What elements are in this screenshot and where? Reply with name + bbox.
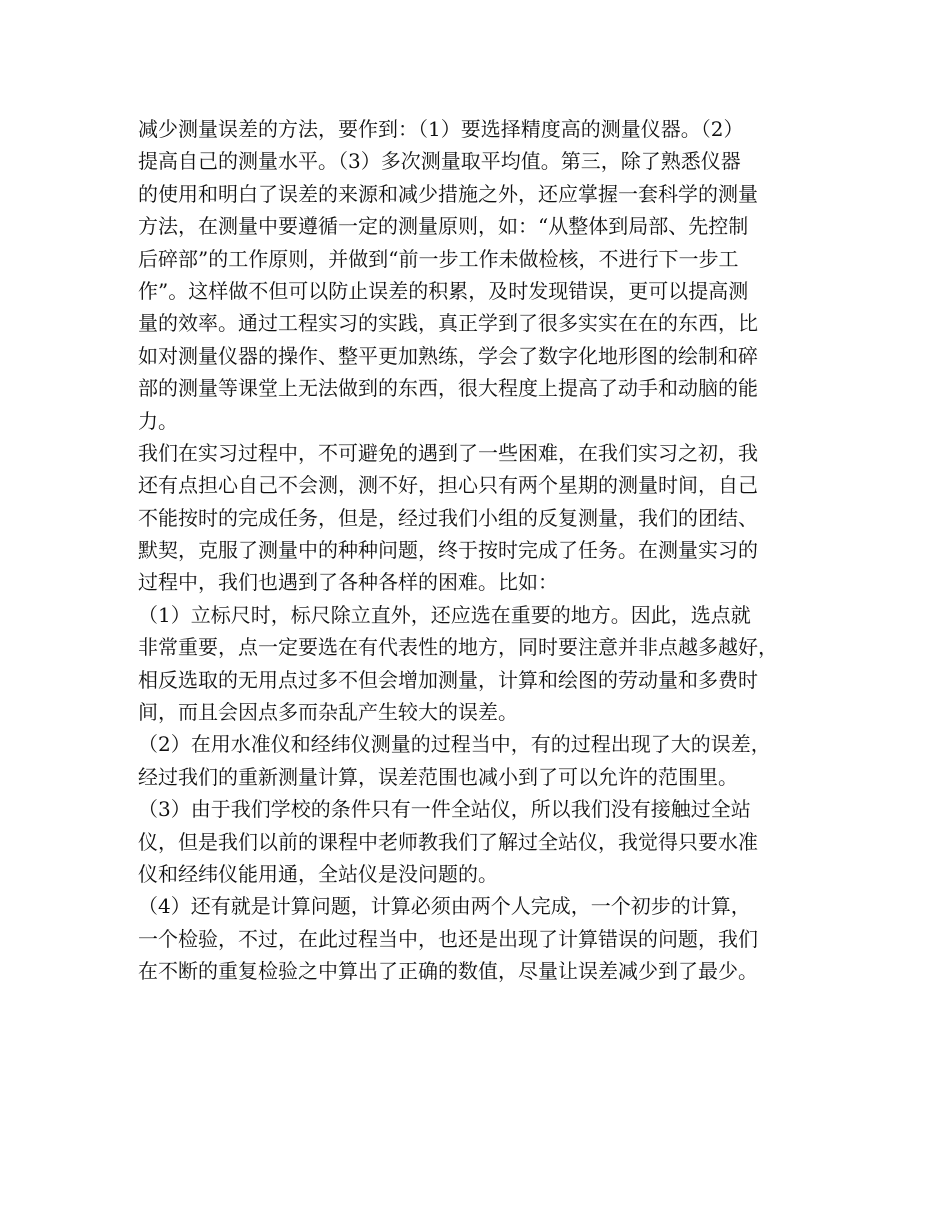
text-line: 部的测量等课堂上无法做到的东西，很大程度上提高了动手和动脑的能 xyxy=(138,376,758,401)
text-line: （4）还有就是计算问题，计算必须由两个人完成，一个初步的计算， xyxy=(138,894,751,919)
text-line: 一个检验，不过，在此过程当中，也还是出现了计算错误的问题，我们 xyxy=(138,926,758,951)
text-line: 后碎部”的工作原则，并做到“前一步工作未做检核，不进行下一步工 xyxy=(138,246,739,271)
text-line: （3）由于我们学校的条件只有一件全站仪，所以我们没有接触过全站 xyxy=(138,797,751,822)
text-line: 减少测量误差的方法，要作到：（1）要选择精度高的测量仪器。（2） xyxy=(138,117,744,141)
text-line: 仪，但是我们以前的课程中老师教我们了解过全站仪，我觉得只要水准 xyxy=(138,829,758,854)
text-line: 量的效率。通过工程实习的实践，真正学到了很多实实在在的东西，比 xyxy=(138,311,758,336)
text-line: 过程中，我们也遇到了各种各样的困难。比如： xyxy=(138,570,558,595)
text-line: 经过我们的重新测量计算，误差范围也减小到了可以允许的范围里。 xyxy=(138,764,738,789)
text-line: 默契，克服了测量中的种种问题，终于按时完成了任务。在测量实习的 xyxy=(138,538,758,563)
text-line: 如对测量仪器的操作、整平更加熟练，学会了数字化地形图的绘制和碎 xyxy=(138,343,758,368)
text-line: 作”。这样做不但可以防止误差的积累，及时发现错误，更可以提高测 xyxy=(138,278,749,303)
text-line: 我们在实习过程中，不可避免的遇到了一些困难，在我们实习之初，我 xyxy=(138,440,758,465)
text-line: 方法，在测量中要遵循一定的测量原则，如：“从整体到局部、先控制 xyxy=(138,214,749,239)
text-line: （1）立标尺时，标尺除立直外，还应选在重要的地方。因此，选点就 xyxy=(138,602,751,627)
text-line: 提高自己的测量水平。（3）多次测量取平均值。第三，除了熟悉仪器 xyxy=(138,149,741,174)
text-line: 相反选取的无用点过多不但会增加测量，计算和绘图的劳动量和多费时 xyxy=(138,667,758,692)
text-line: 的使用和明白了误差的来源和减少措施之外，还应掌握一套科学的测量 xyxy=(138,181,758,206)
text-line: 力。 xyxy=(138,408,178,433)
text-line: （2）在用水准仪和经纬仪测量的过程当中，有的过程出现了大的误差， xyxy=(138,732,771,757)
text-line: 间，而且会因点多而杂乱产生较大的误差。 xyxy=(138,700,518,725)
body-text xyxy=(138,113,828,988)
text-line: 不能按时的完成任务，但是，经过我们小组的反复测量，我们的团结、 xyxy=(138,505,758,530)
text-line: 非常重要，点一定要选在有代表性的地方，同时要注意并非点越多越好， xyxy=(138,635,778,660)
text-line: 还有点担心自己不会测，测不好，担心只有两个星期的测量时间，自己 xyxy=(138,473,758,498)
text-line: 仪和经纬仪能用通，全站仪是没问题的。 xyxy=(138,861,498,886)
text-line: 在不断的重复检验之中算出了正确的数值，尽量让误差减少到了最少。 xyxy=(138,959,758,984)
